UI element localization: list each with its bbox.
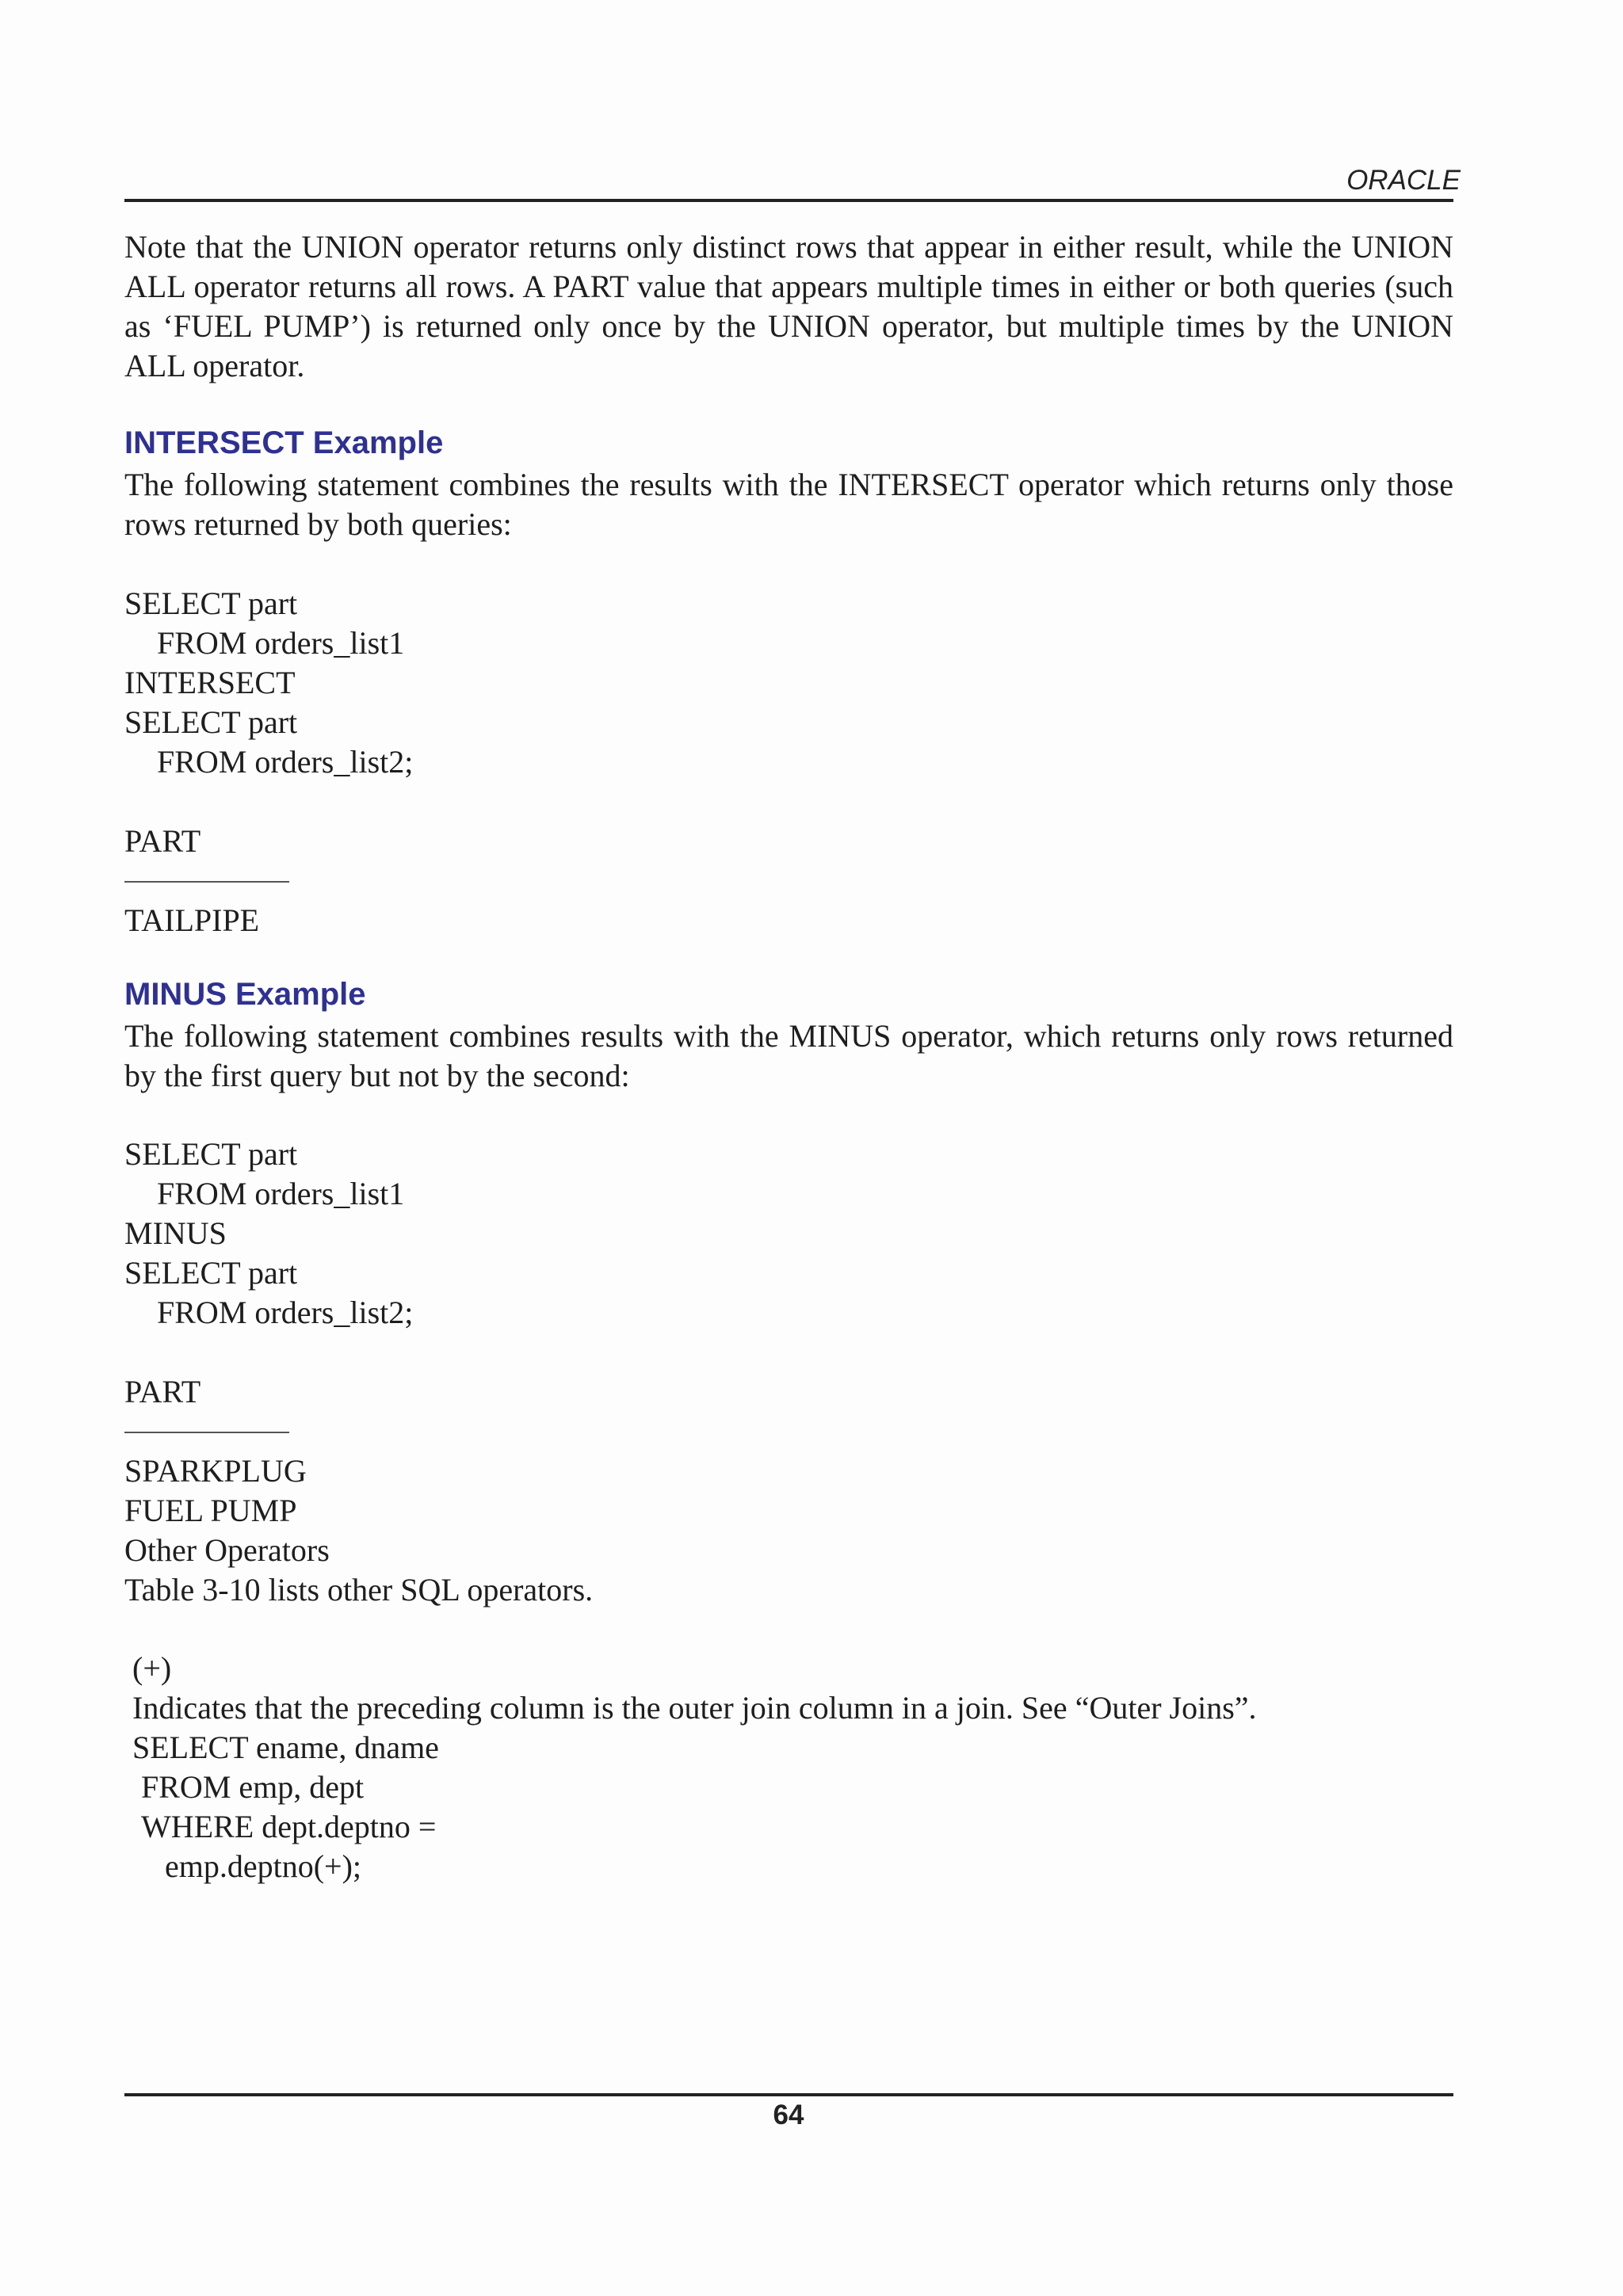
operator-description: Indicates that the preceding column is the outer join column in a join. See “Outer Joins”. <box>132 1690 1257 1726</box>
intersect-result-row: TAILPIPE <box>124 902 260 938</box>
minus-result-row: SPARKPLUG <box>124 1453 307 1489</box>
minus-code-line: SELECT part <box>124 1255 298 1291</box>
intersect-code-line: SELECT part <box>124 585 298 621</box>
footer-rule <box>124 2093 1453 2096</box>
intersect-code-line: SELECT part <box>124 704 298 740</box>
intro-paragraph: Note that the UNION operator returns only distinct rows that appear in either result, while the UNION ALL operator returns all rows. A PART value that appears multiple times in either or both queries (such as ‘FUEL PUMP’) is returned only once by the UNION operator, but multiple times by the UNION ALL operator. <box>124 229 1453 383</box>
minus-code-line: SELECT part <box>124 1136 298 1172</box>
page-number: 64 <box>773 2100 804 2130</box>
intersect-code-line: INTERSECT <box>124 665 296 700</box>
other-operators-heading: Other Operators <box>124 1532 330 1568</box>
operator-example-line: SELECT ename, dname <box>132 1730 439 1765</box>
intersect-heading: INTERSECT Example <box>124 425 444 460</box>
result-divider <box>124 1432 289 1433</box>
minus-result-header: PART <box>124 1374 201 1409</box>
other-operators-intro: Table 3-10 lists other SQL operators. <box>124 1572 594 1608</box>
intersect-result-header: PART <box>124 823 201 859</box>
minus-code-line: MINUS <box>124 1215 227 1251</box>
intersect-code-line: FROM orders_list2; <box>157 744 414 780</box>
header-rule <box>124 199 1453 202</box>
operator-example-line: emp.deptno(+); <box>165 1848 362 1884</box>
minus-description: The following statement combines results with the MINUS operator, which returns only rows returned by the first query but not by the second: <box>124 1018 1453 1093</box>
minus-code-line: FROM orders_list2; <box>157 1295 414 1330</box>
operator-example-line: WHERE dept.deptno = <box>141 1809 437 1844</box>
intersect-description: The following statement combines the results with the INTERSECT operator which returns only those rows returned by both queries: <box>124 467 1453 542</box>
operator-example-line: FROM emp, dept <box>141 1769 365 1805</box>
minus-heading: MINUS Example <box>124 977 366 1012</box>
operator-symbol: (+) <box>132 1650 172 1686</box>
result-divider <box>124 881 289 883</box>
intersect-code-line: FROM orders_list1 <box>157 625 405 661</box>
minus-code-line: FROM orders_list1 <box>157 1176 405 1211</box>
running-header: ORACLE <box>1346 165 1461 196</box>
minus-result-row: FUEL PUMP <box>124 1493 297 1528</box>
